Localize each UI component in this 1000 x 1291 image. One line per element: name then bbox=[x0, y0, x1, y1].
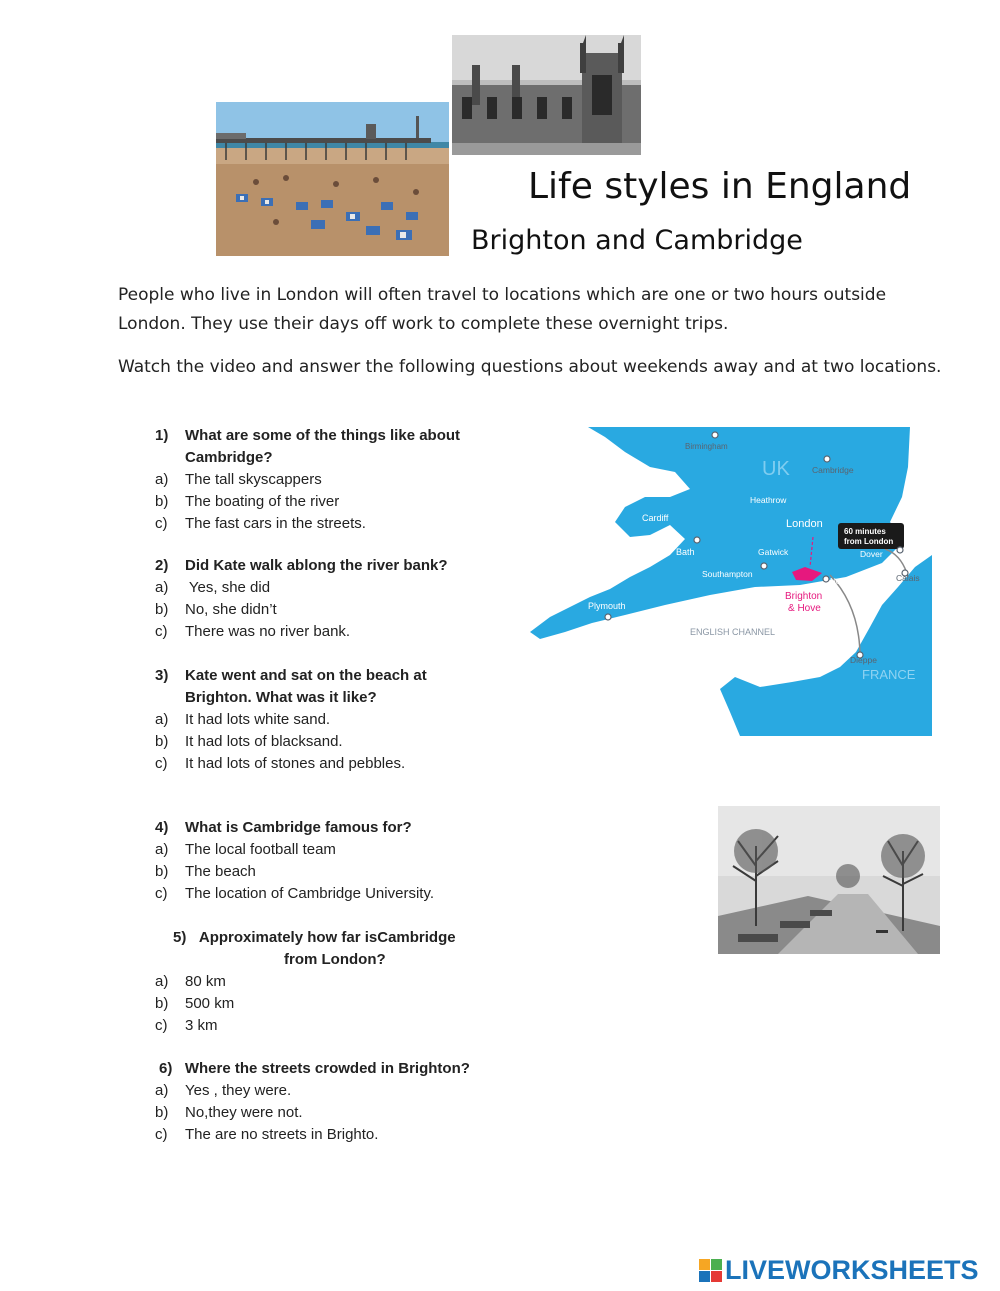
map-label-birmingham: Birmingham bbox=[685, 442, 728, 451]
option-text: 3 km bbox=[185, 1017, 218, 1034]
question-number: 5) bbox=[173, 929, 187, 946]
option-text: No,they were not. bbox=[185, 1104, 303, 1121]
map-label-cardiff: Cardiff bbox=[642, 513, 669, 523]
option-letter: b) bbox=[155, 863, 169, 880]
option-letter: a) bbox=[155, 1082, 169, 1099]
option-letter: b) bbox=[155, 995, 169, 1012]
answer-option[interactable] bbox=[155, 621, 515, 643]
question-text: Where the streets crowded in Brighton? bbox=[184, 1060, 470, 1077]
option-text: There was no river bank. bbox=[185, 623, 351, 640]
option-text: The fast cars in the streets. bbox=[185, 515, 366, 532]
map-label-france: FRANCE bbox=[862, 667, 916, 682]
question-number: 2) bbox=[155, 557, 169, 574]
answer-option[interactable] bbox=[155, 883, 515, 905]
option-letter: c) bbox=[155, 1126, 168, 1143]
option-letter: c) bbox=[155, 623, 168, 640]
answer-option[interactable] bbox=[155, 599, 515, 621]
option-text: The beach bbox=[185, 863, 256, 880]
map-label-dover: Dover bbox=[860, 549, 883, 559]
option-letter: b) bbox=[155, 733, 169, 750]
question-text: What is Cambridge famous for? bbox=[185, 819, 412, 836]
question-5 bbox=[155, 927, 515, 1037]
option-text: The boating of the river bbox=[185, 493, 340, 510]
logo-text: LIVEWORKSHEETS bbox=[725, 1254, 979, 1285]
answer-option[interactable] bbox=[155, 1102, 515, 1124]
england-map bbox=[530, 427, 932, 736]
map-label-uk: UK bbox=[762, 458, 790, 480]
page-subtitle: Brighton and Cambridge bbox=[471, 225, 803, 256]
question-3 bbox=[155, 665, 465, 775]
answer-option[interactable] bbox=[155, 839, 515, 861]
question-number: 3) bbox=[155, 667, 169, 684]
answer-option[interactable] bbox=[155, 513, 495, 535]
intro-paragraph-2: Watch the video and answer the following questions about weekends away and at two locations. bbox=[118, 357, 942, 377]
option-text: The location of Cambridge University. bbox=[185, 885, 434, 902]
answer-option[interactable] bbox=[155, 993, 515, 1015]
map-label-plymouth: Plymouth bbox=[588, 601, 626, 611]
answer-option[interactable] bbox=[155, 709, 465, 731]
answer-option[interactable] bbox=[155, 577, 515, 599]
answer-option[interactable] bbox=[155, 1080, 515, 1102]
option-letter: c) bbox=[155, 755, 168, 772]
question-number: 1) bbox=[155, 427, 169, 444]
option-letter: a) bbox=[155, 841, 169, 858]
option-letter: b) bbox=[155, 1104, 169, 1121]
answer-option[interactable] bbox=[155, 469, 495, 491]
option-text: 80 km bbox=[185, 973, 226, 990]
question-4 bbox=[155, 817, 515, 905]
page-title: Life styles in England bbox=[528, 166, 912, 207]
map-label-callout-2: from London bbox=[844, 537, 894, 546]
map-label-bath: Bath bbox=[676, 547, 695, 557]
answer-option[interactable] bbox=[155, 971, 515, 993]
answer-option[interactable] bbox=[155, 1015, 515, 1037]
option-text: The local football team bbox=[185, 841, 336, 858]
answer-option[interactable] bbox=[155, 731, 465, 753]
map-label-newhaven: Newhaven bbox=[830, 577, 868, 586]
answer-option[interactable] bbox=[155, 753, 465, 775]
option-text: Yes, she did bbox=[185, 579, 271, 596]
option-letter: c) bbox=[155, 1017, 168, 1034]
question-number: 6) bbox=[159, 1060, 173, 1077]
option-text: The are no streets in Brighto. bbox=[185, 1126, 379, 1143]
option-text: The tall skyscappers bbox=[185, 471, 322, 488]
option-letter: b) bbox=[155, 601, 169, 618]
map-label-brighton-2: & Hove bbox=[788, 603, 821, 614]
map-label-callout-1: 60 minutes bbox=[844, 527, 886, 536]
option-letter: a) bbox=[155, 973, 169, 990]
option-text: It had lots white sand. bbox=[185, 711, 331, 728]
map-label-dieppe: Dieppe bbox=[850, 655, 877, 665]
option-letter: a) bbox=[155, 471, 169, 488]
option-text: Yes , they were. bbox=[185, 1082, 292, 1099]
question-2 bbox=[155, 555, 515, 643]
map-label-english-channel: ENGLISH CHANNEL bbox=[690, 627, 776, 637]
map-label-brighton-1: Brighton bbox=[785, 591, 823, 602]
answer-option[interactable] bbox=[155, 1124, 515, 1146]
answer-option[interactable] bbox=[155, 491, 495, 513]
intro-paragraph-1: People who live in London will often travel to locations which are one or two hours outside London. They use their days off work to complete these overnight trips. bbox=[118, 285, 887, 334]
answer-option[interactable] bbox=[155, 861, 515, 883]
map-label-heathrow: Heathrow bbox=[750, 495, 787, 505]
map-label-calais: Calais bbox=[896, 573, 920, 583]
brighton-beach-photo bbox=[216, 102, 449, 256]
map-label-london: London bbox=[786, 518, 823, 530]
option-text: It had lots of blacksand. bbox=[185, 733, 343, 750]
map-label-gatwick: Gatwick bbox=[758, 547, 789, 557]
question-text-line-2: from London? bbox=[284, 951, 386, 968]
option-text: 500 km bbox=[185, 995, 235, 1012]
option-letter: a) bbox=[155, 711, 169, 728]
option-letter: c) bbox=[155, 515, 168, 532]
question-6 bbox=[155, 1058, 515, 1146]
question-1 bbox=[155, 425, 495, 535]
cambridge-river-photo bbox=[718, 806, 940, 954]
option-letter: b) bbox=[155, 493, 169, 510]
question-text: Approximately how far isCambridge bbox=[198, 929, 456, 946]
cambridge-college-photo bbox=[452, 35, 641, 155]
map-label-southampton: Southampton bbox=[702, 569, 753, 579]
option-letter: c) bbox=[155, 885, 168, 902]
option-text: No, she didn’t bbox=[185, 601, 277, 618]
map-label-cambridge: Cambridge bbox=[812, 465, 854, 475]
option-letter: a) bbox=[155, 579, 169, 596]
logo-blocks-icon bbox=[699, 1259, 722, 1282]
question-text: Did Kate walk ablong the river bank? bbox=[185, 557, 448, 574]
question-text: What are some of the things like about Cambridge? bbox=[185, 427, 461, 466]
liveworksheets-logo bbox=[699, 1255, 979, 1285]
question-text: Kate went and sat on the beach at Brighton. What was it like? bbox=[185, 667, 427, 706]
option-text: It had lots of stones and pebbles. bbox=[185, 755, 406, 772]
question-number: 4) bbox=[155, 819, 169, 836]
